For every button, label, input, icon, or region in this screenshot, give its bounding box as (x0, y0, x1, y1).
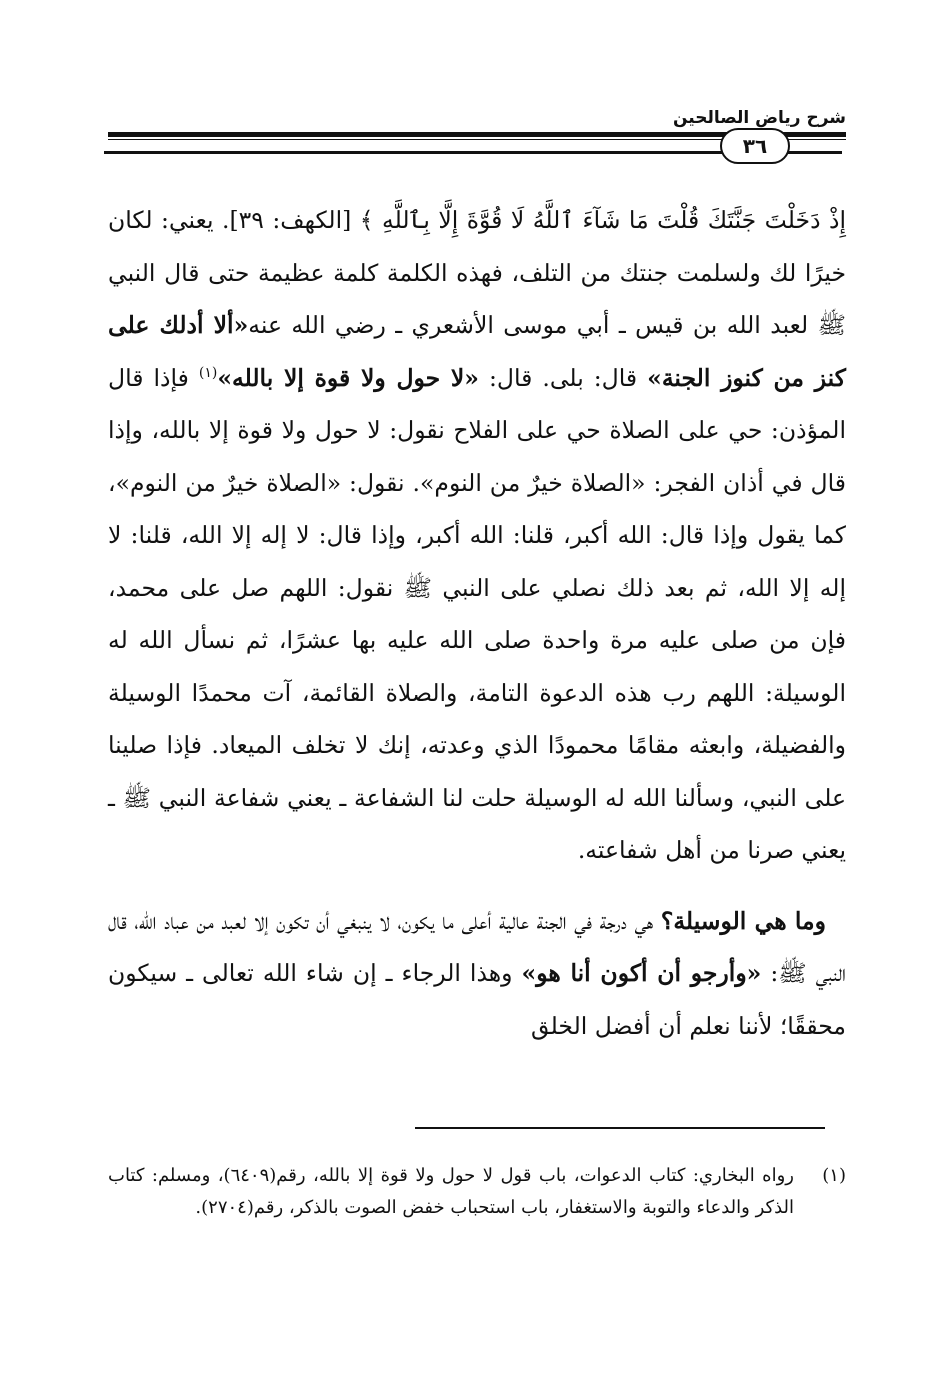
paragraph-1-text-c: فإذا قال المؤذن: حي على الصلاة حي على الفلاح نقول: لا حول ولا قوة إلا بالله، وإذا قال في أذان الفجر: «الصلاة خيرٌ من النوم». نقول: «الصلاة خيرٌ من النوم»، كما يقول وإذا قال: الله أكبر، قلنا: الله أكبر، وإذا قال: لا إله إلا الله، قلنا: لا إله إلا الله، ثم بعد ذلك نصلي على النبي ﷺ نقول: اللهم صل على محمد، فإن من صلى عليه مرة واحدة صلى الله عليه بها عشرًا، ثم نسأل الله له الوسيلة: اللهم رب هذه الدعوة التامة، والصلاة القائمة، آت محمدًا الوسيلة والفضيلة، وابعثه مقامًا محمودًا الذي وعدته، إنك لا تخلف الميعاد. فإذا صلينا على النبي، وسألنا الله له الوسيلة حلت لنا الشفاعة ـ يعني شفاعة النبي ﷺ ـ يعني صرنا من أهل شفاعته. (108, 363, 846, 864)
footnote-number: (١) (822, 1165, 846, 1186)
hadith-quote-3: «وأرجو أن أكون أنا هو» (521, 959, 762, 987)
paragraph-2-text-b: وهذا الرجاء ـ إن شاء الله تعالى ـ سيكون محققًا؛ لأننا نعلم أن أفضل الخلق (108, 959, 846, 1040)
main-text (108, 194, 846, 1052)
verse-reference: [الكهف: ٣٩]. (222, 206, 352, 234)
hadith-quote-2: «لا حول ولا قوة إلا بالله» (217, 363, 479, 392)
footnote-text: رواه البخاري: كتاب الدعوات، باب قول لا حول ولا قوة إلا بالله، رقم(٦٤٠٩)، ومسلم: كتاب الذكر والدعاء والتوبة والاستغفار، باب استحباب خفض الصوت بالذكر، رقم(٢٧٠٤). (108, 1165, 794, 1218)
footnote-separator (415, 1127, 825, 1129)
footnote-marker[interactable]: (١) (198, 364, 218, 381)
paragraph-2-text-a: هي درجة في الجنة عالية أعلى ما يكون، لا ينبغي أن تكون إلا لعبد من عباد الله، قال النبي ﷺ: (108, 906, 846, 987)
paragraph-1-text-a: يعني: لكان خيرًا لك ولسلمت جنتك من التلف، فهذه الكلمة كلمة عظيمة حتى قال النبي ﷺ لعبد الله بن قيس ـ أبي موسى الأشعري ـ رضي الله عنه (108, 206, 846, 339)
quran-verse: إِذْ دَخَلْتَ جَنَّتَكَ قُلْتَ مَا شَآءَ ٱللَّهُ لَا قُوَّةَ إِلَّا بِٱللَّهِ ﴾ (359, 206, 846, 234)
hadith-quote-1: «ألا أدلك على كنز من كنوز الجنة» (108, 311, 846, 392)
paragraph-1 (108, 194, 846, 877)
paragraph-2 (108, 895, 846, 1053)
running-title: شرح رياض الصالحين (672, 108, 846, 128)
paragraph-2-lead: وما هي الوسيلة؟ (660, 906, 826, 935)
footnote (108, 1160, 846, 1224)
footnote-1 (108, 1160, 846, 1224)
paragraph-1-text-b: قال: بلى. قال: (488, 363, 638, 392)
page-number: ٣٦ (720, 128, 790, 164)
